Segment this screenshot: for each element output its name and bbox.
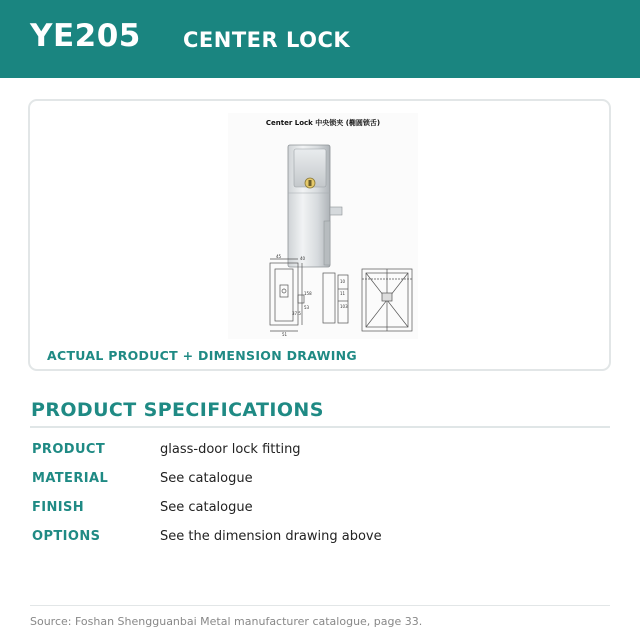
product-figure <box>228 113 418 339</box>
divider <box>30 426 610 428</box>
card-caption: ACTUAL PRODUCT + DIMENSION DRAWING <box>47 348 357 363</box>
spec-row-options <box>0 529 640 549</box>
source-note: Source: Foshan Shengguanbai Metal manufacturer catalogue, page 33. <box>30 615 423 628</box>
spec-row-finish <box>0 500 640 520</box>
dimension-label: 51 <box>282 332 288 337</box>
specifications-heading: PRODUCT SPECIFICATIONS <box>31 399 324 421</box>
product-drawing <box>228 113 418 339</box>
dimension-label: 40 <box>300 256 306 261</box>
dimension-label: 53 <box>304 305 310 310</box>
product-code: YE205 <box>30 18 141 54</box>
spec-label: OPTIONS <box>32 529 101 544</box>
figure-caption: Center Lock 中央锁夹 (椭圆锁舌) <box>265 119 381 127</box>
dimension-label: 37.5 <box>292 311 301 316</box>
header-banner <box>0 0 640 78</box>
spec-row-product <box>0 442 640 462</box>
door-layout-diagram <box>362 269 412 331</box>
spec-row-material <box>0 471 640 491</box>
dimension-label: 103 <box>340 304 348 309</box>
spec-value: See catalogue <box>160 471 253 486</box>
spec-label: FINISH <box>32 500 85 515</box>
spec-label: MATERIAL <box>32 471 109 486</box>
product-image-card <box>28 99 611 371</box>
dimension-label: 10 <box>340 279 346 284</box>
lock-photo <box>288 145 342 267</box>
spec-value: See the dimension drawing above <box>160 529 382 544</box>
dimension-label: 158 <box>304 291 312 296</box>
product-title: CENTER LOCK <box>183 28 351 52</box>
dimension-label: 11 <box>340 291 346 296</box>
spec-value: See catalogue <box>160 500 253 515</box>
spec-value: glass-door lock fitting <box>160 442 301 457</box>
dimension-label: 45 <box>276 254 282 259</box>
spec-label: PRODUCT <box>32 442 106 457</box>
dimension-front-view <box>270 259 304 331</box>
footer-divider <box>30 605 610 606</box>
